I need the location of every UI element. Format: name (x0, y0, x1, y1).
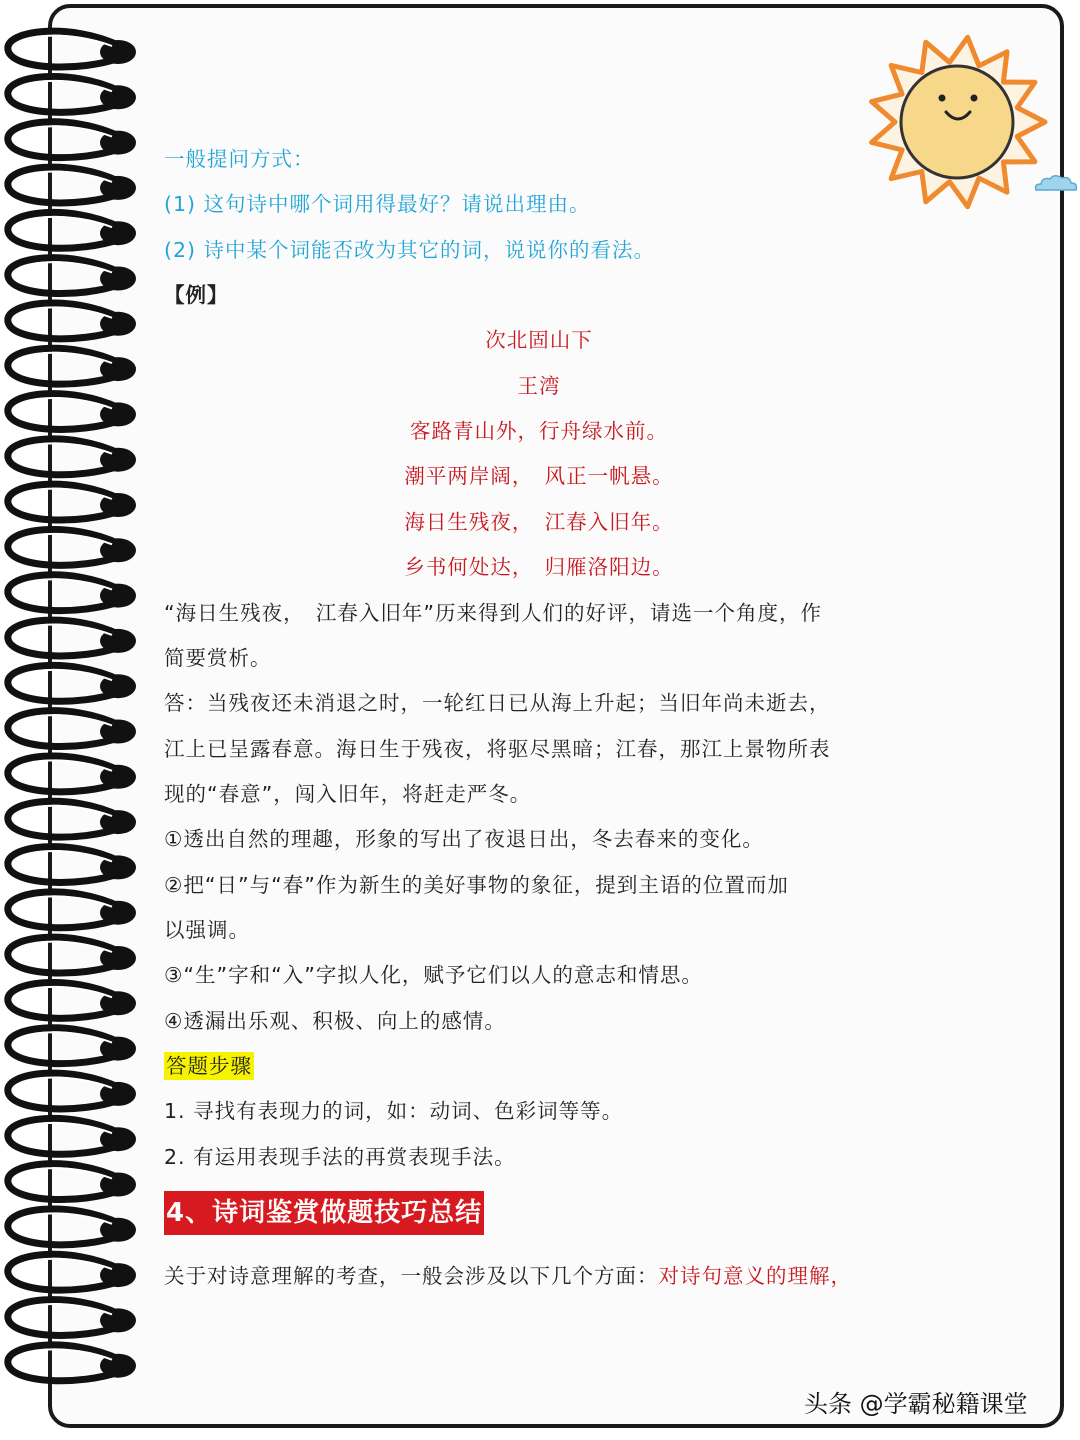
section-heading: 4、诗词鉴赏做题技巧总结 (164, 1191, 484, 1235)
steps-label (164, 1051, 254, 1081)
spiral-ring (8, 529, 136, 565)
point-line: 以强调。 (164, 918, 250, 942)
step-item: 1. 寻找有表现力的词，如：动词、色彩词等等。 (164, 1099, 624, 1123)
poem-line: 潮平两岸阔， 风正一帆悬。 (404, 464, 674, 488)
spiral-ring (8, 892, 136, 928)
spiral-ring (8, 801, 136, 837)
spiral-ring (8, 303, 136, 339)
spiral-ring (8, 439, 136, 475)
spiral-ring (8, 575, 136, 611)
spiral-ring (8, 394, 136, 430)
poem-author: 王湾 (517, 374, 561, 398)
cloud-icon (1032, 172, 1080, 194)
sun-icon (862, 30, 1052, 215)
step-item: 2. 有运用表现手法的再赏表现手法。 (164, 1145, 516, 1169)
spiral-ring (8, 982, 136, 1018)
spiral-ring (8, 847, 136, 883)
intro-heading: 一般提问方式： (164, 147, 315, 171)
point-line: ④透漏出乐观、积极、向上的感情。 (164, 1009, 506, 1033)
poem-title: 次北固山下 (485, 328, 593, 352)
point-line: ①透出自然的理趣，形象的写出了夜退日出，冬去春来的变化。 (164, 827, 764, 851)
spiral-ring (8, 1209, 136, 1245)
spiral-ring (8, 711, 136, 747)
spiral-ring (8, 1164, 136, 1200)
spiral-ring (8, 1073, 136, 1109)
example-label: 【例】 (164, 283, 229, 307)
spiral-ring (8, 258, 136, 294)
spiral-ring (8, 484, 136, 520)
section-text-black: 关于对诗意理解的考查，一般会涉及以下几个方面： (164, 1264, 659, 1288)
spiral-ring (8, 665, 136, 701)
poem-line: 乡书何处达， 归雁洛阳边。 (404, 555, 674, 579)
answer-line: 答：当残夜还未消退之时，一轮红日已从海上升起；当旧年尚未逝去， (164, 691, 831, 715)
spiral-ring (8, 348, 136, 384)
intro-question-2: (2) 诗中某个词能否改为其它的词，说说你的看法。 (164, 238, 656, 262)
answer-line: 现的“春意”，闯入旧年，将赶走严冬。 (164, 782, 532, 806)
spiral-ring (8, 31, 136, 67)
point-line: ③“生”字和“入”字拟人化，赋予它们以人的意志和情思。 (164, 963, 703, 987)
spiral-ring (8, 937, 136, 973)
poem-line: 客路青山外，行舟绿水前。 (410, 419, 668, 443)
spiral-ring (8, 122, 136, 158)
intro-question-1: (1) 这句诗中哪个词用得最好？请说出理由。 (164, 192, 591, 216)
spiral-ring (8, 1345, 136, 1381)
spiral-ring (8, 1300, 136, 1336)
spiral-ring (8, 756, 136, 792)
spiral-ring (8, 1118, 136, 1154)
spiral-ring (8, 76, 136, 112)
watermark: 头条 @学霸秘籍课堂 (804, 1390, 1028, 1418)
steps-highlight: 答题步骤 (166, 1054, 252, 1078)
spiral-binding (0, 0, 150, 1440)
question-line: “海日生残夜， 江春入旧年”历来得到人们的好评，请选一个角度，作 (164, 601, 822, 625)
section-text-red: 对诗句意义的理解， (658, 1264, 852, 1288)
spiral-ring (8, 212, 136, 248)
section-text (164, 1261, 852, 1291)
spiral-ring (8, 1028, 136, 1064)
sun-body (901, 66, 1013, 178)
spiral-ring (8, 620, 136, 656)
poem-line: 海日生残夜， 江春入旧年。 (404, 510, 674, 534)
answer-line: 江上已呈露春意。海日生于残夜，将驱尽黑暗；江春，那江上景物所表 (164, 737, 831, 761)
spiral-ring (8, 1254, 136, 1290)
spiral-ring (8, 167, 136, 203)
question-line: 简要赏析。 (164, 646, 272, 670)
point-line: ②把“日”与“春”作为新生的美好事物的象征，提到主语的位置而加 (164, 873, 789, 897)
